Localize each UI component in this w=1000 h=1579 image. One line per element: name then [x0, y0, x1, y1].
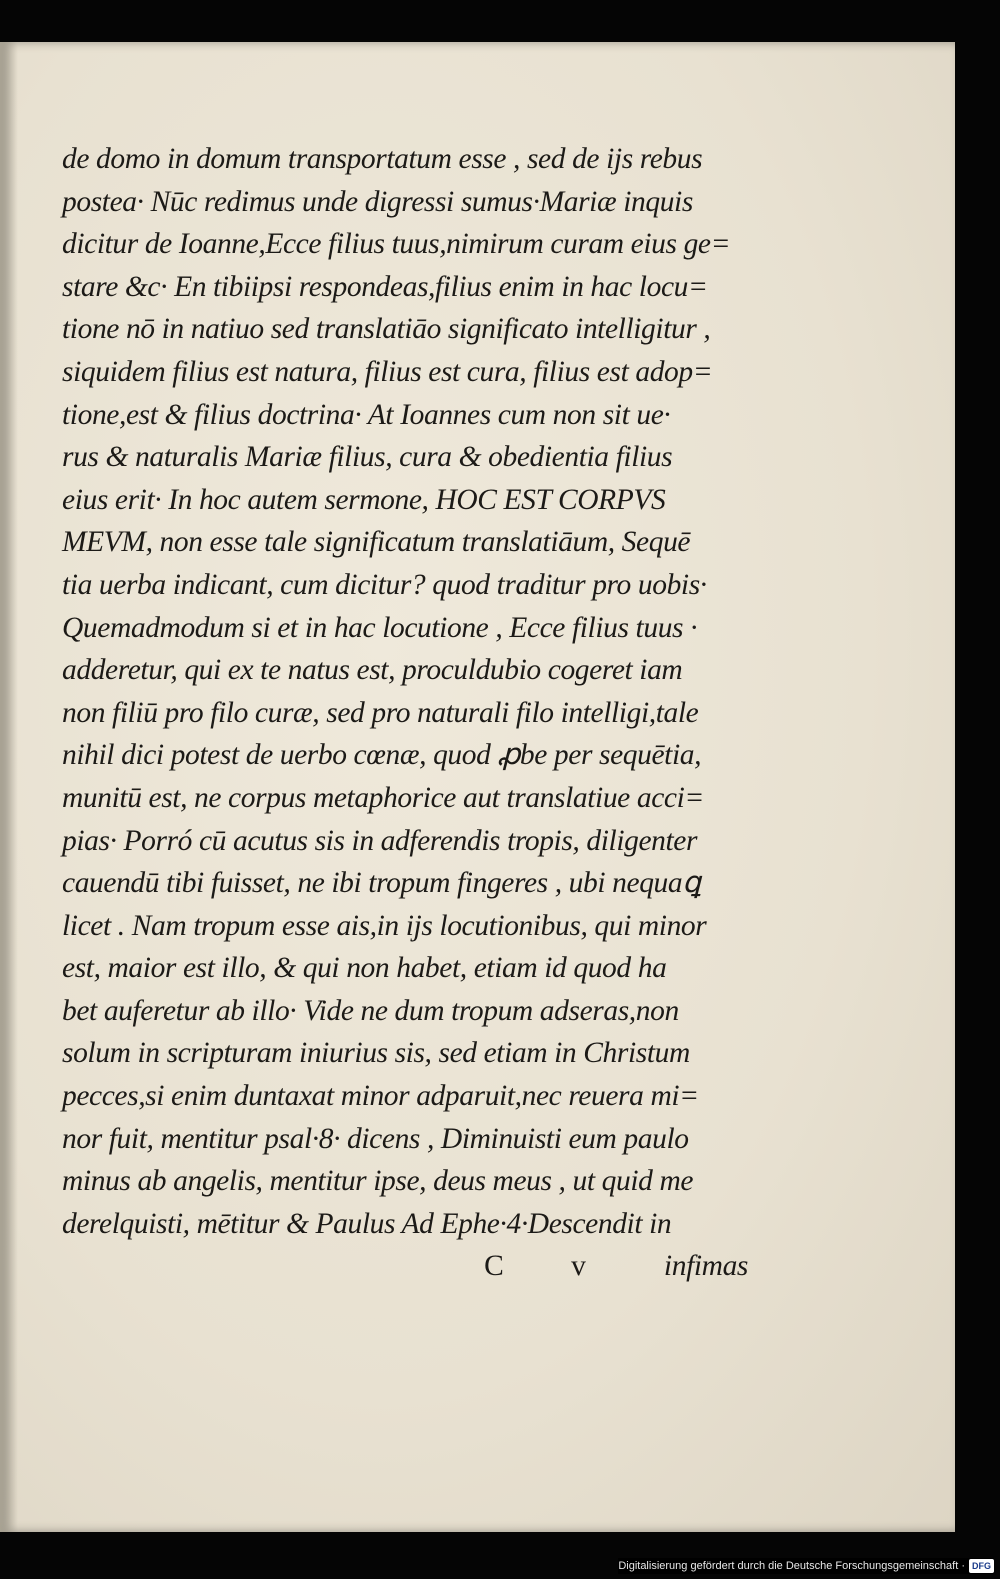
- text-line: est, maior est illo, & qui non habet, etiam id quod ha: [62, 952, 667, 985]
- page-footer-line: [62, 1245, 752, 1288]
- text-line: minus ab angelis, mentitur ipse, deus meus , ut quid me: [62, 1165, 694, 1198]
- text-line: pecces,si enim duntaxat minor adparuit,nec reuera mi=: [62, 1080, 699, 1113]
- text-line: munitū est, ne corpus metaphorice aut translatiue acci=: [62, 781, 704, 814]
- book-page: [0, 42, 955, 1532]
- text-line: tione nō in natiuo sed translatiāo significato intelligitur ,: [62, 313, 711, 346]
- text-line: Quemadmodum si et in hac locutione , Ecce filius tuus ·: [62, 611, 698, 644]
- text-line: adderetur, qui ex te natus est, proculdubio cogeret iam: [62, 654, 683, 687]
- funding-credit-text: Digitalisierung gefördert durch die Deutsche Forschungsgemeinschaft ·: [618, 1560, 965, 1572]
- text-line: bet auferetur ab illo· Vide ne dum tropum adseras,non: [62, 994, 679, 1027]
- text-line: derelquisti, mētitur & Paulus Ad Ephe·4·Descendit in: [62, 1207, 672, 1240]
- text-line: non filiū pro filo curæ, sed pro naturali filo intelligi,tale: [62, 696, 699, 729]
- text-line: MEVM, non esse tale significatum translatiāum, Sequē: [62, 526, 691, 559]
- text-line: rus & naturalis Mariæ filius, cura & obedientia filius: [62, 441, 673, 474]
- text-line: stare &c· En tibiipsi respondeas,filius enim in hac locu=: [62, 270, 708, 303]
- page-gutter-shadow: [0, 42, 18, 1532]
- text-line: de domo in domum transportatum esse , sed de ijs rebus: [62, 143, 703, 175]
- text-line: tione,est & filius doctrina· At Ioannes cum non sit ue·: [62, 398, 671, 431]
- text-line: licet . Nam tropum esse ais,in ijs locutionibus, qui minor: [62, 909, 707, 942]
- funding-credit: [618, 1558, 994, 1574]
- text-line: pias· Porró cū acutus sis in adferendis tropis, diligenter: [62, 824, 698, 857]
- text-line: postea· Nūc redimus unde digressi sumus·Mariæ inquis: [62, 185, 693, 218]
- text-line: tia uerba indicant, cum dicitur? quod traditur pro uobis·: [62, 568, 707, 601]
- page-text: [62, 138, 752, 1288]
- text-line: siquidem filius est natura, filius est cura, filius est adop=: [62, 355, 713, 388]
- signature-mark: C v: [484, 1250, 616, 1283]
- text-line: solum in scripturam iniurius sis, sed etiam in Christum: [62, 1037, 690, 1070]
- text-line: nihil dici potest de uerbo cœnæ, quod ꝓbe per sequētia,: [62, 739, 702, 772]
- text-line: dicitur de Ioanne,Ecce filius tuus,nimirum curam eius ge=: [62, 228, 731, 261]
- text-line: eius erit· In hoc autem sermone, HOC EST CORPVS: [62, 483, 666, 516]
- catchword: infimas: [663, 1250, 748, 1283]
- text-line: nor fuit, mentitur psal·8· dicens , Diminuisti eum paulo: [62, 1122, 689, 1155]
- dfg-logo: DFG: [969, 1559, 994, 1573]
- text-line: cauendū tibi fuisset, ne ibi tropum fingeres , ubi nequaꝗ: [62, 867, 701, 900]
